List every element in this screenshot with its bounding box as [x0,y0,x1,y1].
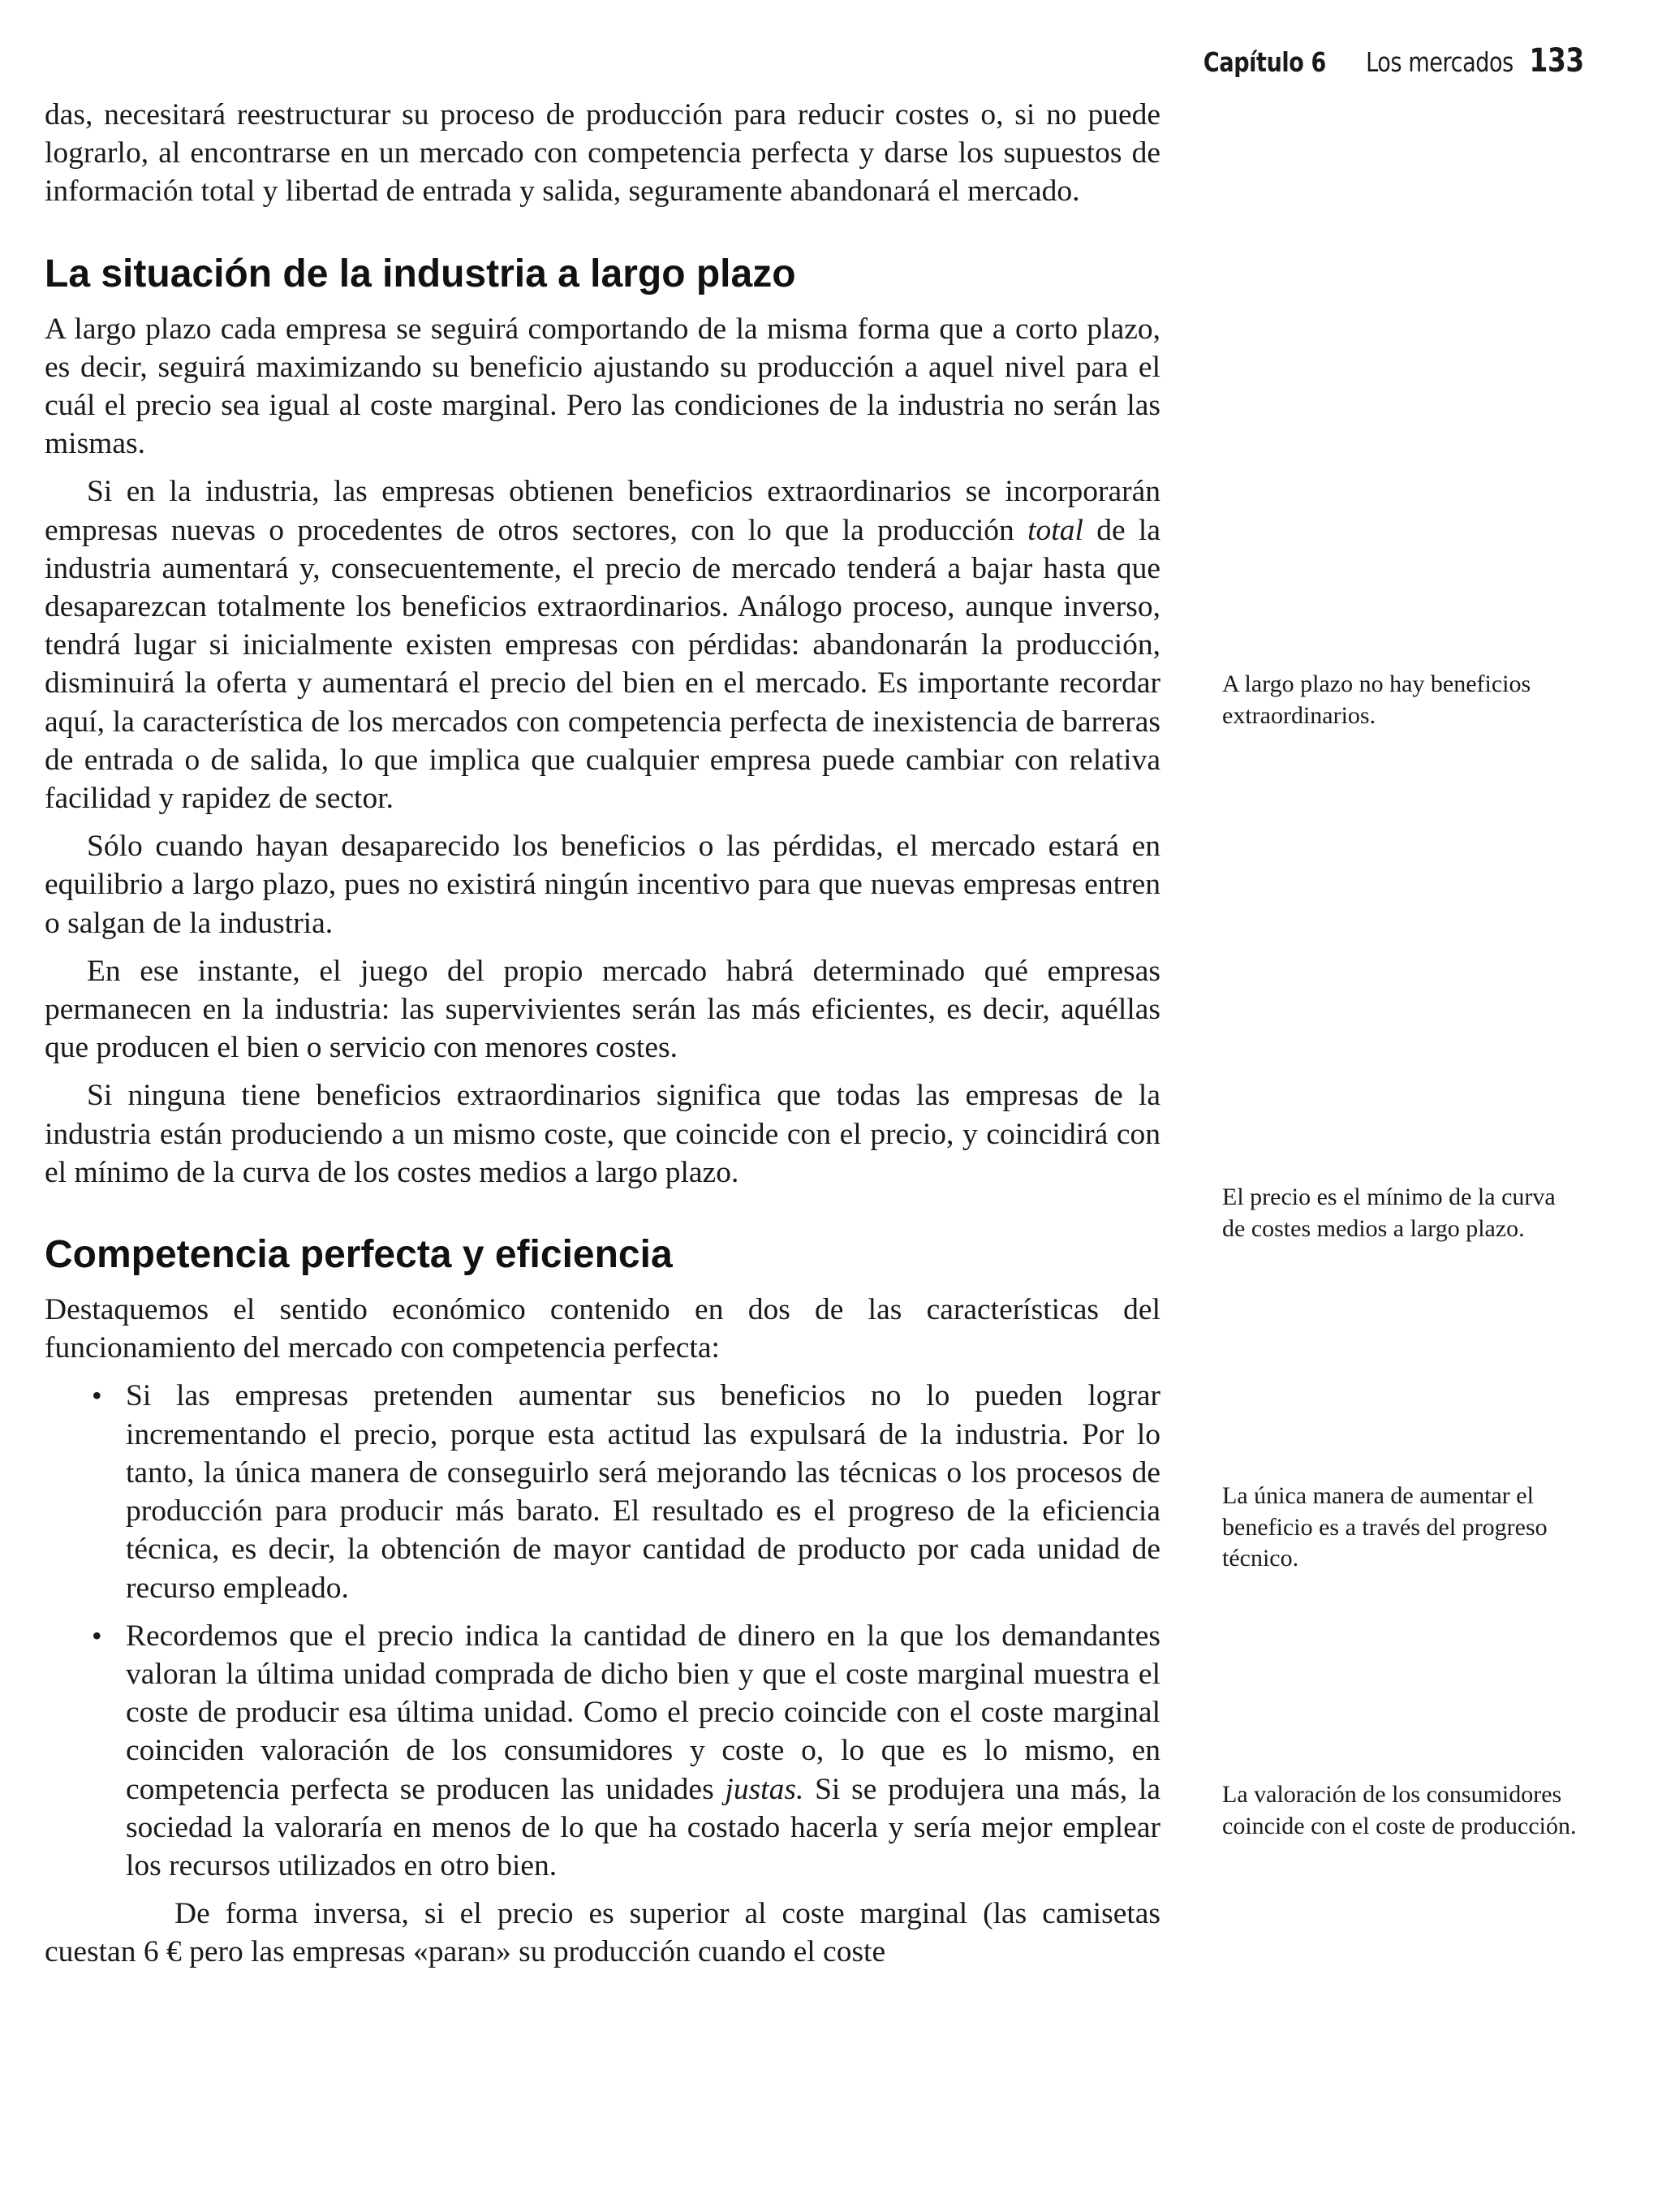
section-heading-efficiency: Competencia perfecta y eficiencia [45,1233,673,1277]
main-text [45,96,1160,1972]
list-item: • Si las empresas pretenden aumentar sus beneficios no lo pueden lograr incrementando el precio, porque esta actitud las expulsará de la industria. Por lo tanto, la única manera de conseguirlo será mejorando las técnicas o los procesos de producción para producir más barato. El resultado es el progreso de la eficiencia técnica, es decir, la obtención de mayor cantidad de producto por cada unidad de recurso empleado. [45,1377,1160,1606]
bullet-icon: • [92,1619,102,1652]
paragraph: Destaquemos el sentido económico contenido en dos de las características del funcionamiento del mercado con competencia perfecta: [45,1293,1160,1365]
paragraph: Si en la industria, las empresas obtienen beneficios extraordinarios se incorporarán empresas nuevas o procedentes de otros sectores, con lo que la producción total de la industria aumentará y, consecuentemente, el precio de mercado tenderá a bajar hasta que desaparezcan totalmente los beneficios extraordinarios. Análogo proceso, aunque inverso, tendrá lugar si inicialmente existen empresas con pérdidas: abandonarán la producción, disminuirá la oferta y aumentará el precio del bien en el mercado. Es importante recordar aquí, la característica de los mercados con competencia perfecta de inexistencia de barreras de entrada o de salida, lo que implica que cualquier empresa puede cambiar con relativa facilidad y rapidez de sector. [45,475,1160,816]
paragraph: Sólo cuando hayan desaparecido los beneficios o las pérdidas, el mercado estará en equilibrio a largo plazo, pues no existirá ningún incentivo para que nuevas empresas entren o salgan de la industria. [45,830,1160,940]
paragraph: De forma inversa, si el precio es superior al coste marginal (las camisetas cuestan 6 € pero las empresas «paran» su producción cuando el coste [45,1897,1160,1969]
page-number: 133 [1529,42,1584,80]
margin-note: A largo plazo no hay beneficios extraordinarios. [1222,670,1531,729]
chapter-label: Capítulo 6 [1203,46,1327,78]
margin-note: El precio es el mínimo de la curva de costes medios a largo plazo. [1222,1184,1556,1242]
running-head [1203,42,1584,80]
emphasis: justas. [725,1772,804,1806]
paragraph: A largo plazo cada empresa se seguirá comportando de la misma forma que a corto plazo, es decir, seguirá maximizando su beneficio ajustando su producción a aquel nivel para el cuál el precio sea igual al coste marginal. Pero las condiciones de la industria no serán las mismas. [45,312,1160,461]
section-heading-long-run: La situación de la industria a largo plazo [45,252,796,295]
list-item: • Recordemos que el precio indica la cantidad de dinero en la que los demandantes valoran la última unidad comprada de dicho bien y que el coste marginal muestra el coste de producir esa última unidad. Como el precio coincide con el coste marginal coinciden valoración de los consumidores y coste o, lo que es lo mismo, en competencia perfecta se producen las unidades justas. Si se produjera una más, la sociedad la valoraría en menos de lo que ha costado hacerla y sería mejor emplear los recursos utilizados en otro bien. [45,1617,1160,1885]
emphasis: total [1027,513,1083,547]
bullet-icon: • [92,1379,102,1412]
margin-note: La única manera de aumentar el beneficio es a través del progreso técnico. [1222,1482,1548,1572]
margin-note: La valoración de los consumidores coincide con el coste de producción. [1222,1781,1577,1839]
paragraph: En ese instante, el juego del propio mercado habrá determinado qué empresas permanecen en la industria: las supervivientes serán las más eficientes, es decir, aquéllas que producen el bien o servicio con menores costes. [45,954,1160,1065]
paragraph-continuation: das, necesitará reestructurar su proceso de producción para reducir costes o, si no puede lograrlo, al encontrarse en un mercado con competencia perfecta y darse los supuestos de información total y libertad de entrada y salida, seguramente abandonará el mercado. [45,98,1160,209]
bullet-list [45,1377,1160,1885]
section-label: Los mercados [1366,46,1514,78]
paragraph: Si ninguna tiene beneficios extraordinarios significa que todas las empresas de la industria están produciendo a un mismo coste, que coincide con el precio, y coincidirá con el mínimo de la curva de los costes medios a largo plazo. [45,1079,1160,1189]
